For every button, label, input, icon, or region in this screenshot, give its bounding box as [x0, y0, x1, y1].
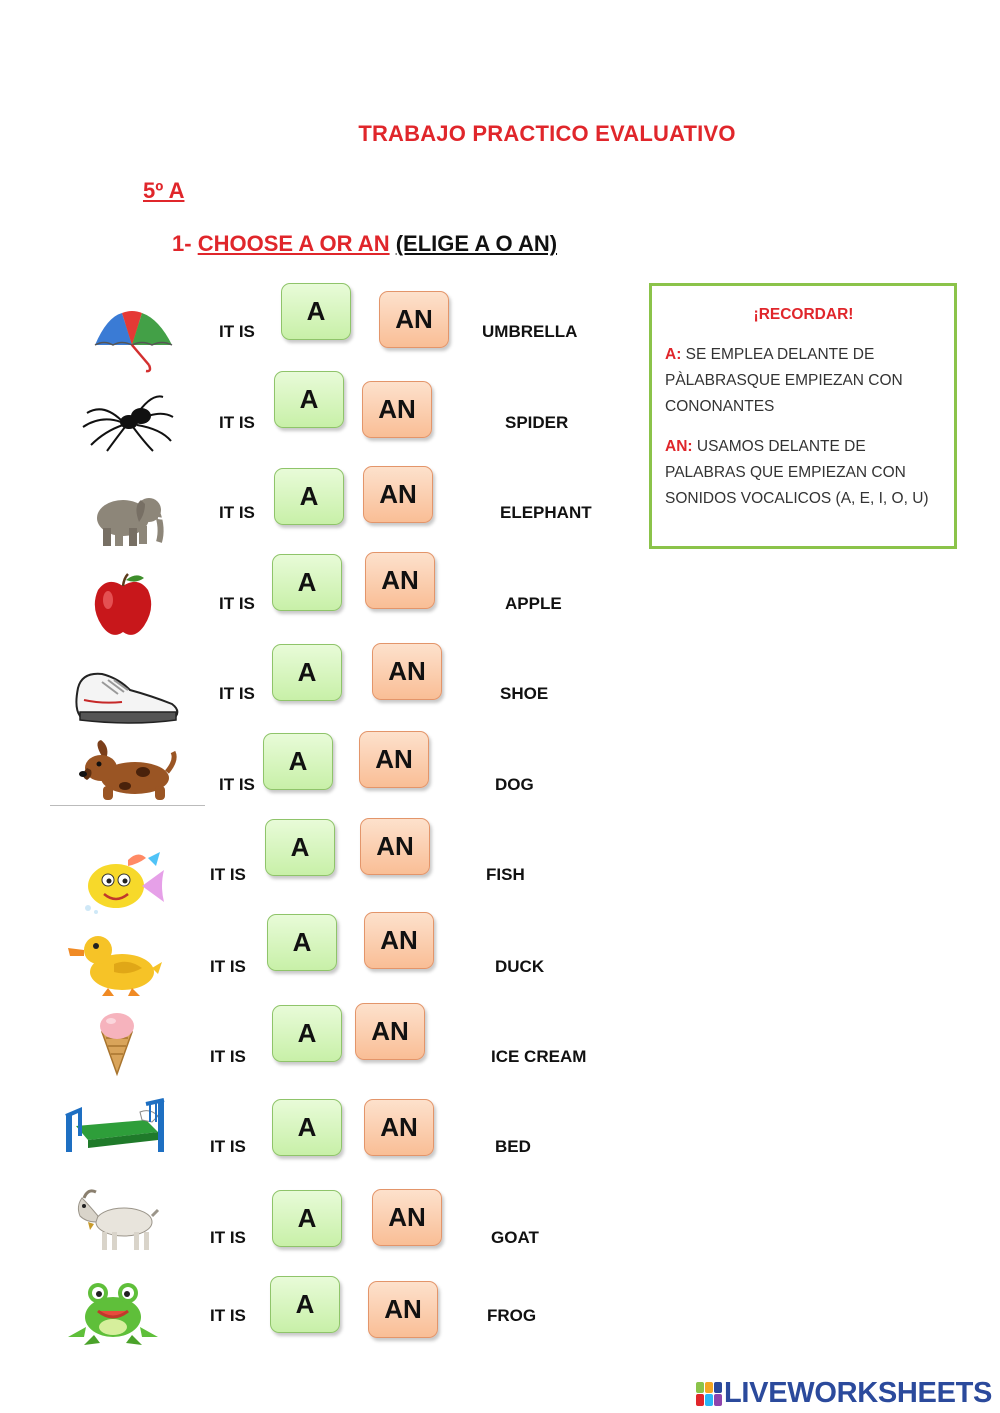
elephant-icon: [73, 482, 183, 552]
noun-label: ELEPHANT: [500, 503, 592, 522]
it-is-label: IT IS: [210, 865, 246, 884]
it-is-label: IT IS: [219, 684, 255, 703]
option-an-button[interactable]: AN: [359, 731, 429, 788]
noun-label: FROG: [487, 1306, 537, 1325]
option-a-button[interactable]: A: [274, 468, 344, 525]
noun-label: DUCK: [495, 957, 545, 976]
option-an-button[interactable]: AN: [360, 818, 430, 875]
page-title: TRABAJO PRACTICO EVALUATIVO: [358, 121, 736, 146]
option-a-button[interactable]: A: [272, 1190, 342, 1247]
brand-name: LIVEWORKSHEETS: [724, 1377, 993, 1409]
remember-title: ¡RECORDAR!: [753, 306, 854, 323]
grade-label: 5º A: [143, 178, 185, 203]
option-an-button[interactable]: AN: [372, 1189, 442, 1246]
noun-label: SPIDER: [505, 413, 569, 432]
option-a-button[interactable]: A: [263, 733, 333, 790]
apple-icon: [68, 572, 178, 642]
it-is-label: IT IS: [219, 594, 255, 613]
rule-a-label: A:: [665, 346, 682, 363]
option-a-button[interactable]: A: [272, 554, 342, 611]
noun-label: FISH: [486, 865, 525, 884]
option-an-button[interactable]: AN: [355, 1003, 425, 1060]
option-a-button[interactable]: A: [272, 1099, 342, 1156]
ice-cream-icon: [62, 1008, 172, 1078]
question-translation: (ELIGE A O AN): [395, 231, 558, 256]
rule-an: [665, 434, 942, 512]
noun-label: SHOE: [500, 684, 549, 703]
rule-a: [665, 342, 942, 420]
noun-label: BED: [495, 1137, 531, 1156]
it-is-label: IT IS: [210, 957, 246, 976]
fish-icon: [68, 848, 178, 918]
option-an-button[interactable]: AN: [379, 291, 449, 348]
liveworksheets-logo: [696, 1377, 992, 1410]
remember-box: [649, 283, 957, 549]
goat-icon: [62, 1186, 172, 1256]
spider-icon: [73, 385, 183, 455]
it-is-label: IT IS: [219, 413, 255, 432]
it-is-label: IT IS: [210, 1047, 246, 1066]
option-an-button[interactable]: AN: [362, 381, 432, 438]
option-a-button[interactable]: A: [267, 914, 337, 971]
option-an-button[interactable]: AN: [372, 643, 442, 700]
noun-label: GOAT: [491, 1228, 539, 1247]
logo-mark-icon: [696, 1382, 722, 1406]
divider-line: [50, 805, 205, 806]
option-a-button[interactable]: A: [270, 1276, 340, 1333]
question-heading: [172, 231, 557, 257]
option-an-button[interactable]: AN: [364, 912, 434, 969]
umbrella-icon: [77, 305, 187, 375]
shoe-icon: [72, 660, 182, 730]
it-is-label: IT IS: [210, 1228, 246, 1247]
option-an-button[interactable]: AN: [364, 1099, 434, 1156]
it-is-label: IT IS: [210, 1137, 246, 1156]
it-is-label: IT IS: [219, 322, 255, 341]
option-a-button[interactable]: A: [272, 1005, 342, 1062]
noun-label: APPLE: [505, 594, 562, 613]
it-is-label: IT IS: [210, 1306, 246, 1325]
bed-icon: [62, 1092, 172, 1162]
rule-an-label: AN:: [665, 438, 693, 455]
option-a-button[interactable]: A: [265, 819, 335, 876]
noun-label: ICE CREAM: [491, 1047, 587, 1066]
question-number: 1-: [172, 231, 192, 256]
duck-icon: [62, 928, 172, 998]
question-text: CHOOSE A OR AN: [197, 231, 390, 256]
rule-an-text: USAMOS DELANTE DE PALABRAS QUE EMPIEZAN CON SONIDOS VOCALICOS (A, E, I, O, U): [665, 438, 929, 507]
option-a-button[interactable]: A: [272, 644, 342, 701]
frog-icon: [58, 1277, 168, 1347]
noun-label: UMBRELLA: [482, 322, 578, 341]
option-a-button[interactable]: A: [281, 283, 351, 340]
option-an-button[interactable]: AN: [363, 466, 433, 523]
dog-icon: [73, 738, 183, 808]
it-is-label: IT IS: [219, 503, 255, 522]
option-an-button[interactable]: AN: [368, 1281, 438, 1338]
it-is-label: IT IS: [219, 775, 255, 794]
option-an-button[interactable]: AN: [365, 552, 435, 609]
option-a-button[interactable]: A: [274, 371, 344, 428]
rule-a-text: SE EMPLEA DELANTE DE PÀLABRASQUE EMPIEZAN CON CONONANTES: [665, 346, 903, 415]
noun-label: DOG: [495, 775, 534, 794]
